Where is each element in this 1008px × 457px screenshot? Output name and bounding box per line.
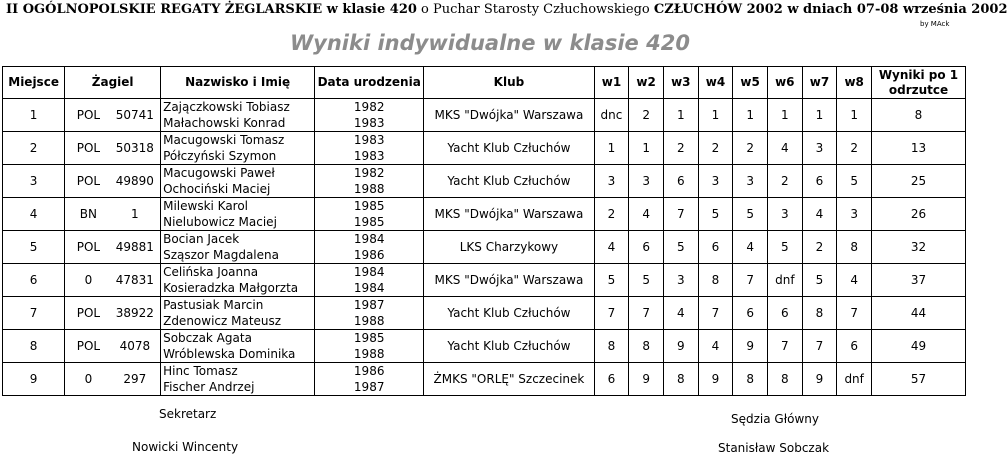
sail-number-cell: 38922 [110,297,161,330]
author-byline: by MAck [920,20,950,28]
race-w2-cell: 3 [629,165,664,198]
crew-birth-year: 1984 [353,281,385,295]
race-w1-cell: 5 [594,264,629,297]
place-cell: 7 [3,297,65,330]
helm-birth-year: 1985 [353,331,385,345]
place-cell: 8 [3,330,65,363]
sail-country-cell: POL [65,330,110,363]
place-cell: 3 [3,165,65,198]
race-w5-cell: 6 [733,297,768,330]
race-w2-cell: 5 [629,264,664,297]
crew-birth-year: 1983 [353,149,385,163]
crew-name: Kosieradzka Małgorzta [163,281,299,295]
sail-number-cell: 49881 [110,231,161,264]
race-w3-cell: 9 [663,330,698,363]
race-w4-cell: 6 [698,231,733,264]
crew-names-cell [161,297,315,330]
sail-country-cell: POL [65,297,110,330]
helm-name: Bocian Jacek [163,232,240,246]
birth-years-cell [315,198,424,231]
race-w4-cell: 2 [698,132,733,165]
helm-birth-year: 1987 [353,298,385,312]
table-row [3,264,966,297]
crew-names-cell [161,363,315,396]
race-w2-cell: 1 [629,132,664,165]
race-w1-cell: 6 [594,363,629,396]
col-header-birth: Data urodzenia [315,67,424,99]
crew-birth-year: 1988 [353,182,385,196]
race-w3-cell: 4 [663,297,698,330]
result-cell: 49 [872,330,966,363]
race-w7-cell: 4 [802,198,837,231]
sail-number-cell: 50741 [110,99,161,132]
race-w4-cell: 8 [698,264,733,297]
crew-names-cell [161,99,315,132]
race-w8-cell: 7 [837,297,872,330]
birth-years-cell [315,231,424,264]
race-w6-cell: 5 [767,231,802,264]
race-w3-cell: 7 [663,198,698,231]
crew-names-cell [161,165,315,198]
crew-birth-year: 1988 [353,314,385,328]
helm-birth-year: 1983 [353,133,385,147]
title-part-1: II OGÓLNOPOLSKIE REGATY ŻEGLARSKIE w klasie 420 [6,2,417,17]
race-w7-cell: 3 [802,132,837,165]
race-w3-cell: 6 [663,165,698,198]
sail-number-cell: 49890 [110,165,161,198]
race-w6-cell: dnf [767,264,802,297]
race-w3-cell: 2 [663,132,698,165]
col-header-club: Klub [424,67,594,99]
club-cell: ŻMKS "ORLĘ" Szczecinek [424,363,594,396]
race-w7-cell: 5 [802,264,837,297]
sail-number-cell: 1 [110,198,161,231]
race-w8-cell: 5 [837,165,872,198]
crew-name: Ochociński Maciej [163,182,271,196]
col-header-w8: w8 [837,67,872,99]
race-w4-cell: 5 [698,198,733,231]
results-body [3,99,966,396]
race-w7-cell: 1 [802,99,837,132]
race-w6-cell: 4 [767,132,802,165]
race-w2-cell: 2 [629,99,664,132]
race-w4-cell: 7 [698,297,733,330]
col-header-w3: w3 [663,67,698,99]
table-row [3,297,966,330]
table-header-row [3,67,966,99]
race-w3-cell: 8 [663,363,698,396]
helm-name: Zajączkowski Tobiasz [163,100,290,114]
col-header-w7: w7 [802,67,837,99]
helm-birth-year: 1986 [353,364,385,378]
crew-names-cell [161,231,315,264]
sail-number-cell: 47831 [110,264,161,297]
race-w5-cell: 8 [733,363,768,396]
helm-birth-year: 1982 [353,166,385,180]
race-w1-cell: dnc [594,99,629,132]
race-w8-cell: 6 [837,330,872,363]
race-w7-cell: 2 [802,231,837,264]
table-row [3,330,966,363]
crew-names-cell [161,330,315,363]
race-w8-cell: 2 [837,132,872,165]
club-cell: LKS Charzykowy [424,231,594,264]
title-part-2: o Puchar Starosty Człuchowskiego [416,2,654,17]
race-w7-cell: 8 [802,297,837,330]
race-w8-cell: 8 [837,231,872,264]
birth-years-cell [315,165,424,198]
sail-country-cell: POL [65,231,110,264]
race-w6-cell: 6 [767,297,802,330]
title-part-3: CZŁUCHÓW 2002 w dniach 07-08 września 2002 [653,2,1008,17]
race-w2-cell: 4 [629,198,664,231]
birth-years-cell [315,330,424,363]
birth-years-cell [315,264,424,297]
col-header-w4: w4 [698,67,733,99]
col-header-w5: w5 [733,67,768,99]
document-title [6,2,1008,17]
race-w5-cell: 7 [733,264,768,297]
helm-name: Hinc Tomasz [163,364,238,378]
col-header-w2: w2 [629,67,664,99]
crew-name: Półczyński Szymon [163,149,277,163]
col-header-sail: Żagiel [65,67,161,99]
sail-country-cell: POL [65,99,110,132]
crew-birth-year: 1986 [353,248,385,262]
result-cell: 44 [872,297,966,330]
race-w7-cell: 7 [802,330,837,363]
club-cell: Yacht Klub Człuchów [424,297,594,330]
place-cell: 9 [3,363,65,396]
results-table [2,66,966,396]
crew-name: Wróblewska Dominika [163,347,296,361]
race-w2-cell: 8 [629,330,664,363]
helm-birth-year: 1982 [353,100,385,114]
club-cell: MKS "Dwójka" Warszawa [424,99,594,132]
helm-birth-year: 1984 [353,232,385,246]
col-header-names: Nazwisko i Imię [161,67,315,99]
page-subtitle: Wyniki indywidualne w klasie 420 [290,31,690,55]
judge-name: Stanisław Sobczak [718,441,830,455]
crew-name: Małachowski Konrad [163,116,286,130]
result-cell: 25 [872,165,966,198]
sail-country-cell: POL [65,132,110,165]
place-cell: 2 [3,132,65,165]
race-w1-cell: 3 [594,165,629,198]
race-w5-cell: 4 [733,231,768,264]
race-w8-cell: 1 [837,99,872,132]
race-w7-cell: 9 [802,363,837,396]
helm-name: Milewski Karol [163,199,249,213]
table-row [3,165,966,198]
crew-birth-year: 1985 [353,215,385,229]
helm-name: Macugowski Tomasz [163,133,285,147]
race-w5-cell: 3 [733,165,768,198]
crew-birth-year: 1988 [353,347,385,361]
race-w5-cell: 9 [733,330,768,363]
table-row [3,198,966,231]
crew-names-cell [161,198,315,231]
helm-name: Celińska Joanna [163,265,259,279]
club-cell: Yacht Klub Człuchów [424,330,594,363]
sail-country-cell: 0 [65,363,110,396]
race-w8-cell: dnf [837,363,872,396]
race-w4-cell: 4 [698,330,733,363]
race-w3-cell: 3 [663,264,698,297]
race-w6-cell: 2 [767,165,802,198]
result-cell: 32 [872,231,966,264]
race-w4-cell: 1 [698,99,733,132]
place-cell: 5 [3,231,65,264]
helm-name: Pastusiak Marcin [163,298,264,312]
secretary-name: Nowicki Wincenty [132,440,239,454]
birth-years-cell [315,132,424,165]
crew-birth-year: 1983 [353,116,385,130]
crew-name: Zdenowicz Mateusz [163,314,282,328]
judge-label: Sędzia Główny [731,412,819,426]
race-w5-cell: 5 [733,198,768,231]
race-w8-cell: 4 [837,264,872,297]
race-w3-cell: 1 [663,99,698,132]
race-w1-cell: 2 [594,198,629,231]
result-cell: 57 [872,363,966,396]
col-header-result: Wyniki po 1 odrzutce [872,67,966,99]
col-header-w1: w1 [594,67,629,99]
race-w2-cell: 6 [629,231,664,264]
table-row [3,99,966,132]
race-w1-cell: 4 [594,231,629,264]
race-w2-cell: 7 [629,297,664,330]
race-w1-cell: 1 [594,132,629,165]
club-cell: Yacht Klub Człuchów [424,165,594,198]
crew-name: Fischer Andrzej [163,380,255,394]
place-cell: 1 [3,99,65,132]
helm-name: Macugowski Paweł [163,166,275,180]
crew-names-cell [161,132,315,165]
helm-birth-year: 1985 [353,199,385,213]
result-cell: 37 [872,264,966,297]
sail-country-cell: 0 [65,264,110,297]
table-row [3,231,966,264]
birth-years-cell [315,297,424,330]
club-cell: Yacht Klub Człuchów [424,132,594,165]
table-row [3,132,966,165]
table-row [3,363,966,396]
helm-birth-year: 1984 [353,265,385,279]
col-header-place: Miejsce [3,67,65,99]
sail-number-cell: 50318 [110,132,161,165]
sail-country-cell: BN [65,198,110,231]
sail-number-cell: 297 [110,363,161,396]
race-w4-cell: 3 [698,165,733,198]
club-cell: MKS "Dwójka" Warszawa [424,264,594,297]
helm-name: Sobczak Agata [163,331,252,345]
result-cell: 8 [872,99,966,132]
crew-names-cell [161,264,315,297]
crew-name: Nielubowicz Maciej [163,215,277,229]
race-w6-cell: 1 [767,99,802,132]
race-w6-cell: 8 [767,363,802,396]
race-w1-cell: 8 [594,330,629,363]
race-w4-cell: 9 [698,363,733,396]
race-w2-cell: 9 [629,363,664,396]
place-cell: 4 [3,198,65,231]
sail-number-cell: 4078 [110,330,161,363]
club-cell: MKS "Dwójka" Warszawa [424,198,594,231]
race-w1-cell: 7 [594,297,629,330]
result-cell: 26 [872,198,966,231]
race-w6-cell: 3 [767,198,802,231]
race-w8-cell: 3 [837,198,872,231]
birth-years-cell [315,363,424,396]
place-cell: 6 [3,264,65,297]
sail-country-cell: POL [65,165,110,198]
race-w3-cell: 5 [663,231,698,264]
birth-years-cell [315,99,424,132]
race-w5-cell: 2 [733,132,768,165]
crew-birth-year: 1987 [353,380,385,394]
col-header-w6: w6 [767,67,802,99]
secretary-label: Sekretarz [159,407,217,421]
race-w6-cell: 7 [767,330,802,363]
race-w7-cell: 6 [802,165,837,198]
race-w5-cell: 1 [733,99,768,132]
result-cell: 13 [872,132,966,165]
crew-name: Sząszor Magdalena [163,248,279,262]
